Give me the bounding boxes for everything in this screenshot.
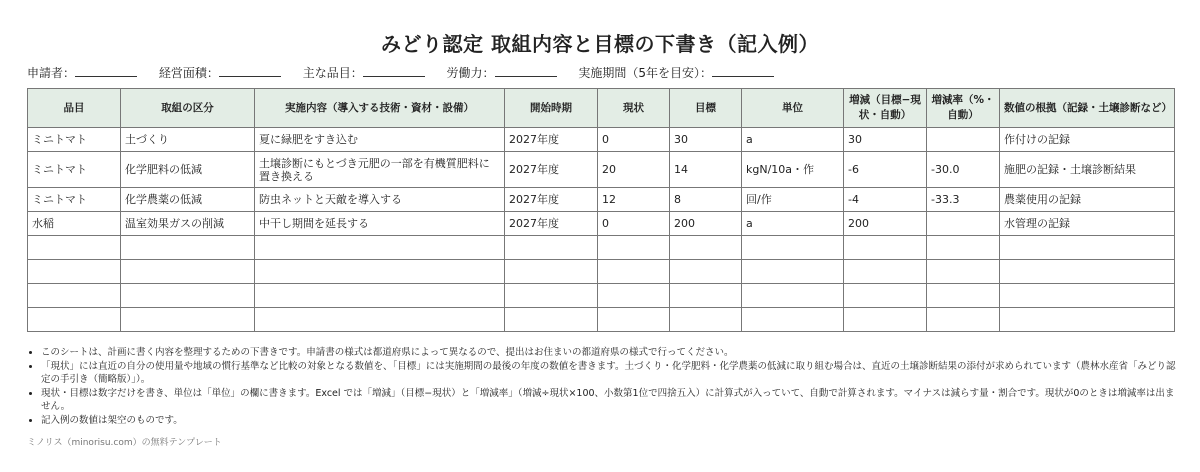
- meta-applicant-label: 申請者：: [27, 66, 76, 80]
- table-cell[interactable]: [598, 284, 670, 308]
- table-cell[interactable]: [844, 236, 927, 260]
- table-cell[interactable]: 30: [670, 128, 742, 152]
- notes-section: [27, 346, 1177, 427]
- table-cell[interactable]: 8: [670, 188, 742, 212]
- note-item: • 「現状」には直近の自分の使用量や地域の慣行基準など比較の対象となる数値を、「目標」には実施期間の最後の年度の数値を書きます。土づくり・化学肥料・化学農薬の低減に取り組む場合は、直近の土壌診断結果の添付が求められています（農林水産省「みどり認定の手引き（簡略版）」）。: [41, 360, 1177, 387]
- note-item: • 現状・目標は数字だけを書き、単位は「単位」の欄に書きます。Excel では「増減」（目標−現状）と「増減率」（増減÷現状×100、小数第1位で四捨五入）に計算式が入っていて、自動で計算されます。マイナスは減らす量・割合です。現状が0のときは増減率は出ません。: [41, 387, 1177, 414]
- table-cell[interactable]: a: [742, 212, 844, 236]
- notes-list: [27, 346, 1177, 427]
- table-cell[interactable]: [742, 284, 844, 308]
- header-category: 取組の区分: [121, 89, 255, 128]
- table-cell[interactable]: 30: [844, 128, 927, 152]
- table-cell[interactable]: [121, 284, 255, 308]
- table-cell[interactable]: 防虫ネットと天敵を導入する: [255, 188, 505, 212]
- table-cell[interactable]: 12: [598, 188, 670, 212]
- table-cell[interactable]: -6: [844, 152, 927, 188]
- header-change: 増減（目標−現状・自動）: [844, 89, 927, 128]
- table-cell[interactable]: [255, 260, 505, 284]
- table-cell[interactable]: 2027年度: [505, 128, 598, 152]
- note-item: • 記入例の数値は架空のものです。: [41, 414, 1177, 428]
- table-cell[interactable]: [1000, 260, 1175, 284]
- header-content: 実施内容（導入する技術・資材・設備）: [255, 89, 505, 128]
- table-cell[interactable]: [121, 260, 255, 284]
- table-cell[interactable]: 2027年度: [505, 188, 598, 212]
- table-cell[interactable]: [1000, 284, 1175, 308]
- table-cell[interactable]: 土壌診断にもとづき元肥の一部を有機質肥料に置き換える: [255, 152, 505, 188]
- table-cell[interactable]: [28, 260, 121, 284]
- table-cell[interactable]: kgN/10a・作: [742, 152, 844, 188]
- table-cell[interactable]: [927, 212, 1000, 236]
- table-cell[interactable]: [742, 236, 844, 260]
- header-start: 開始時期: [505, 89, 598, 128]
- table-cell[interactable]: 回/作: [742, 188, 844, 212]
- table-cell[interactable]: [670, 236, 742, 260]
- table-cell[interactable]: ミニトマト: [28, 188, 121, 212]
- table-cell[interactable]: [670, 308, 742, 332]
- table-cell[interactable]: 化学農薬の低減: [121, 188, 255, 212]
- table-row-empty: [28, 260, 1175, 284]
- table-cell[interactable]: 水稲: [28, 212, 121, 236]
- table-row-empty: [28, 284, 1175, 308]
- meta-period-label: 実施期間（5年を目安）：: [578, 66, 713, 80]
- table-cell[interactable]: [255, 236, 505, 260]
- table-cell[interactable]: 20: [598, 152, 670, 188]
- table-cell[interactable]: [598, 260, 670, 284]
- table-cell[interactable]: [844, 308, 927, 332]
- table-cell[interactable]: 施肥の記録・土壌診断結果: [1000, 152, 1175, 188]
- table-cell[interactable]: [598, 308, 670, 332]
- meta-crops-label: 主な品目：: [302, 66, 363, 80]
- table-cell[interactable]: 中干し期間を延長する: [255, 212, 505, 236]
- note-item: • このシートは、計画に書く内容を整理するための下書きです。申請書の様式は都道府県によって異なるので、提出はお住まいの都道府県の様式で行ってください。: [41, 346, 1177, 360]
- table-cell[interactable]: [28, 284, 121, 308]
- meta-period: [578, 64, 774, 81]
- table-cell[interactable]: [1000, 236, 1175, 260]
- table-row-empty: [28, 308, 1175, 332]
- header-crop: 品目: [28, 89, 121, 128]
- page-title: みどり認定 取組内容と目標の下書き（記入例）: [381, 32, 819, 56]
- table-cell[interactable]: [28, 308, 121, 332]
- meta-applicant-blank[interactable]: [75, 64, 137, 77]
- table-cell[interactable]: 200: [844, 212, 927, 236]
- meta-crops-blank[interactable]: [363, 64, 425, 77]
- meta-crops: [303, 64, 425, 81]
- table-row: [28, 188, 1175, 212]
- meta-area-blank[interactable]: [219, 64, 281, 77]
- plan-table: [27, 88, 1175, 332]
- table-cell[interactable]: ミニトマト: [28, 152, 121, 188]
- table-cell[interactable]: ミニトマト: [28, 128, 121, 152]
- table-cell[interactable]: [505, 236, 598, 260]
- table-cell[interactable]: 温室効果ガスの削減: [121, 212, 255, 236]
- table-cell[interactable]: 夏に緑肥をすき込む: [255, 128, 505, 152]
- table-cell[interactable]: [598, 236, 670, 260]
- table-cell[interactable]: [927, 308, 1000, 332]
- table-cell[interactable]: [121, 308, 255, 332]
- table-cell[interactable]: [28, 236, 121, 260]
- table-cell[interactable]: 0: [598, 128, 670, 152]
- table-row: [28, 128, 1175, 152]
- meta-area-label: 経営面積：: [158, 66, 219, 80]
- header-change-rate: 増減率（%・自動）: [927, 89, 1000, 128]
- table-cell[interactable]: [844, 284, 927, 308]
- table-row: [28, 212, 1175, 236]
- table-cell[interactable]: [927, 284, 1000, 308]
- table-cell[interactable]: 化学肥料の低減: [121, 152, 255, 188]
- table-cell[interactable]: 200: [670, 212, 742, 236]
- table-cell[interactable]: -30.0: [927, 152, 1000, 188]
- table-cell[interactable]: [505, 260, 598, 284]
- table-cell[interactable]: a: [742, 128, 844, 152]
- table-cell[interactable]: [927, 236, 1000, 260]
- table-row: [28, 152, 1175, 188]
- table-cell[interactable]: [505, 284, 598, 308]
- header-target: 目標: [670, 89, 742, 128]
- table-cell[interactable]: 0: [598, 212, 670, 236]
- table-cell[interactable]: [255, 308, 505, 332]
- table-cell[interactable]: [927, 260, 1000, 284]
- meta-labor-label: 労働力：: [446, 66, 495, 80]
- table-cell[interactable]: 2027年度: [505, 212, 598, 236]
- header-current: 現状: [598, 89, 670, 128]
- table-cell[interactable]: [1000, 308, 1175, 332]
- header-basis: 数値の根拠（記録・土壌診断など）: [1000, 89, 1175, 128]
- table-cell[interactable]: [505, 308, 598, 332]
- table-cell[interactable]: -4: [844, 188, 927, 212]
- header-unit: 単位: [742, 89, 844, 128]
- table-cell[interactable]: [742, 260, 844, 284]
- table-row-empty: [28, 236, 1175, 260]
- meta-labor: [447, 64, 557, 81]
- table-cell[interactable]: 農薬使用の記録: [1000, 188, 1175, 212]
- meta-area: [159, 64, 281, 81]
- footer-credit: ミノリス（minorisu.com）の無料テンプレート: [27, 438, 222, 448]
- table-cell[interactable]: [670, 260, 742, 284]
- table-cell[interactable]: [844, 260, 927, 284]
- meta-labor-blank[interactable]: [495, 64, 557, 77]
- table-cell[interactable]: -33.3: [927, 188, 1000, 212]
- table-header-row: [28, 89, 1175, 128]
- table-cell[interactable]: 水管理の記録: [1000, 212, 1175, 236]
- table-cell[interactable]: 2027年度: [505, 152, 598, 188]
- table-cell[interactable]: [742, 308, 844, 332]
- table-cell[interactable]: [255, 284, 505, 308]
- table-cell[interactable]: [670, 284, 742, 308]
- meta-applicant: [27, 64, 137, 81]
- table-cell[interactable]: [927, 128, 1000, 152]
- table-cell[interactable]: 14: [670, 152, 742, 188]
- meta-fields: [27, 64, 792, 81]
- table-cell[interactable]: 土づくり: [121, 128, 255, 152]
- meta-period-blank[interactable]: [712, 64, 774, 77]
- table-cell[interactable]: [121, 236, 255, 260]
- table-cell[interactable]: 作付けの記録: [1000, 128, 1175, 152]
